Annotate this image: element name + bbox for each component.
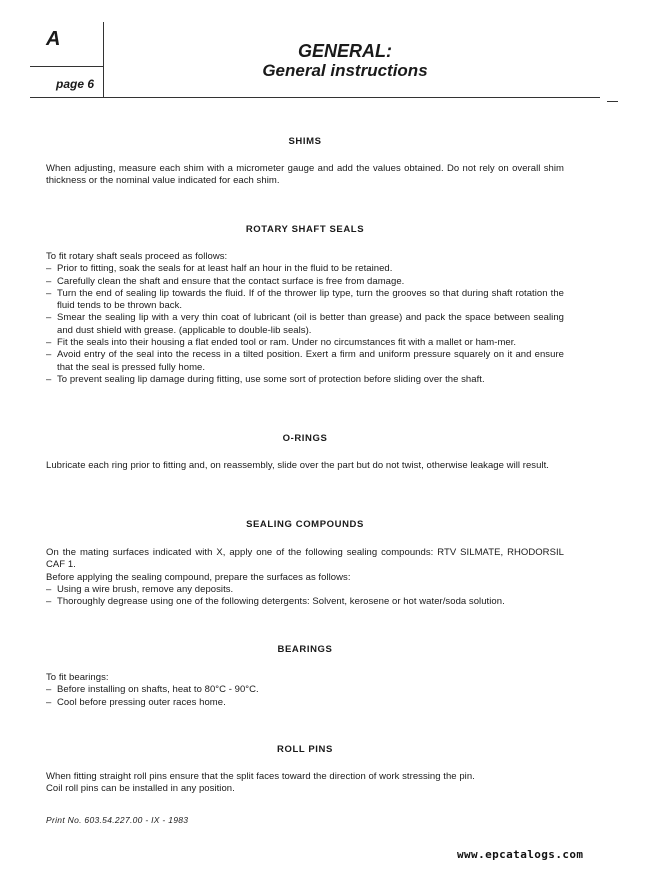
paragraph-roll-pins bbox=[46, 771, 564, 796]
header-rule bbox=[30, 97, 600, 98]
list-item: – Carefully clean the shaft and ensure that the contact surface is free from damage. bbox=[46, 275, 405, 287]
page-number: page 6 bbox=[56, 77, 95, 91]
paragraph-sealing-compounds bbox=[46, 547, 564, 608]
list-item: – Smear the sealing lip with a very thin coat of lubricant (oil is better than grease) and pack the space between sealing and dust shield with grease. (applicable to double-lib seals). bbox=[46, 312, 564, 336]
list-item: – Cool before pressing outer races home. bbox=[46, 696, 226, 708]
rollpins-text2: Coil roll pins can be installed in any position. bbox=[46, 783, 235, 795]
paragraph-o-rings: Lubricate each ring prior to fitting and, on reassembly, slide over the part but do not twist, otherwise leakage will result. bbox=[46, 460, 549, 471]
list-item: – Thoroughly degrease using one of the following detergents: Solvent, kerosene or hot water/soda solution. bbox=[46, 596, 505, 608]
heading-roll-pins: ROLL PINS bbox=[277, 744, 333, 755]
header-vertical-divider bbox=[103, 22, 104, 98]
list-item: – Prior to fitting, soak the seals for at least half an hour in the fluid to be retained. bbox=[46, 263, 393, 275]
list-item: – To prevent sealing lip damage during fitting, use some sort of protection before sliding over the shaft. bbox=[46, 373, 485, 385]
heading-sealing-compounds: SEALING COMPOUNDS bbox=[246, 519, 364, 530]
list-item: – Turn the end of sealing lip towards the fluid. If of the thrower lip type, turn the grooves so that during shaft rotation the fluid tends to be thrown back. bbox=[46, 287, 564, 312]
print-number: Print No. 603.54.227.00 - IX - 1983 bbox=[46, 815, 189, 825]
margin-tick bbox=[607, 101, 618, 102]
list-item: – Before installing on shafts, heat to 80°C - 90°C. bbox=[46, 684, 259, 696]
page-title-line2: General instructions bbox=[262, 61, 428, 80]
heading-bearings: BEARINGS bbox=[277, 644, 333, 655]
seals-intro: To fit rotary shaft seals proceed as follows: bbox=[46, 251, 228, 262]
watermark: www.epcatalogs.com bbox=[457, 848, 584, 861]
compounds-text: On the mating surfaces indicated with X, apply one of the following sealing compounds: RTV SILMATE, RHODORSIL CAF 1. bbox=[46, 547, 564, 571]
heading-shims: SHIMS bbox=[288, 136, 322, 147]
list-item: – Avoid entry of the seal into the recess in a tilted position. Exert a firm and uniform pressure squarely on it and ensure that the seal is pressed fully home. bbox=[46, 349, 564, 373]
paragraph-bearings bbox=[46, 672, 564, 709]
bearings-intro: To fit bearings: bbox=[46, 672, 109, 683]
heading-rotary-shaft-seals: ROTARY SHAFT SEALS bbox=[245, 224, 365, 235]
page-title-line1: GENERAL: bbox=[298, 41, 392, 61]
paragraph-shims: When adjusting, measure each shim with a micrometer gauge and add the values obtained. Do not rely on overall shim thickness or the nominal value indicated for each shim. bbox=[46, 163, 564, 187]
section-letter: A bbox=[46, 28, 61, 50]
compounds-prep: Before applying the sealing compound, prepare the surfaces as follows: bbox=[46, 571, 351, 583]
paragraph-rotary-shaft-seals bbox=[46, 251, 564, 386]
heading-o-rings: O-RINGS bbox=[282, 433, 328, 444]
list-item: – Fit the seals into their housing a flat ended tool or ram. Under no circumstances fit with a mallet or ham-mer. bbox=[46, 337, 517, 349]
list-item: – Using a wire brush, remove any deposits. bbox=[46, 583, 234, 595]
header-box-divider bbox=[30, 66, 103, 67]
rollpins-text1: When fitting straight roll pins ensure that the split faces toward the direction of work stressing the pin. bbox=[46, 771, 475, 782]
page-title bbox=[240, 42, 450, 80]
